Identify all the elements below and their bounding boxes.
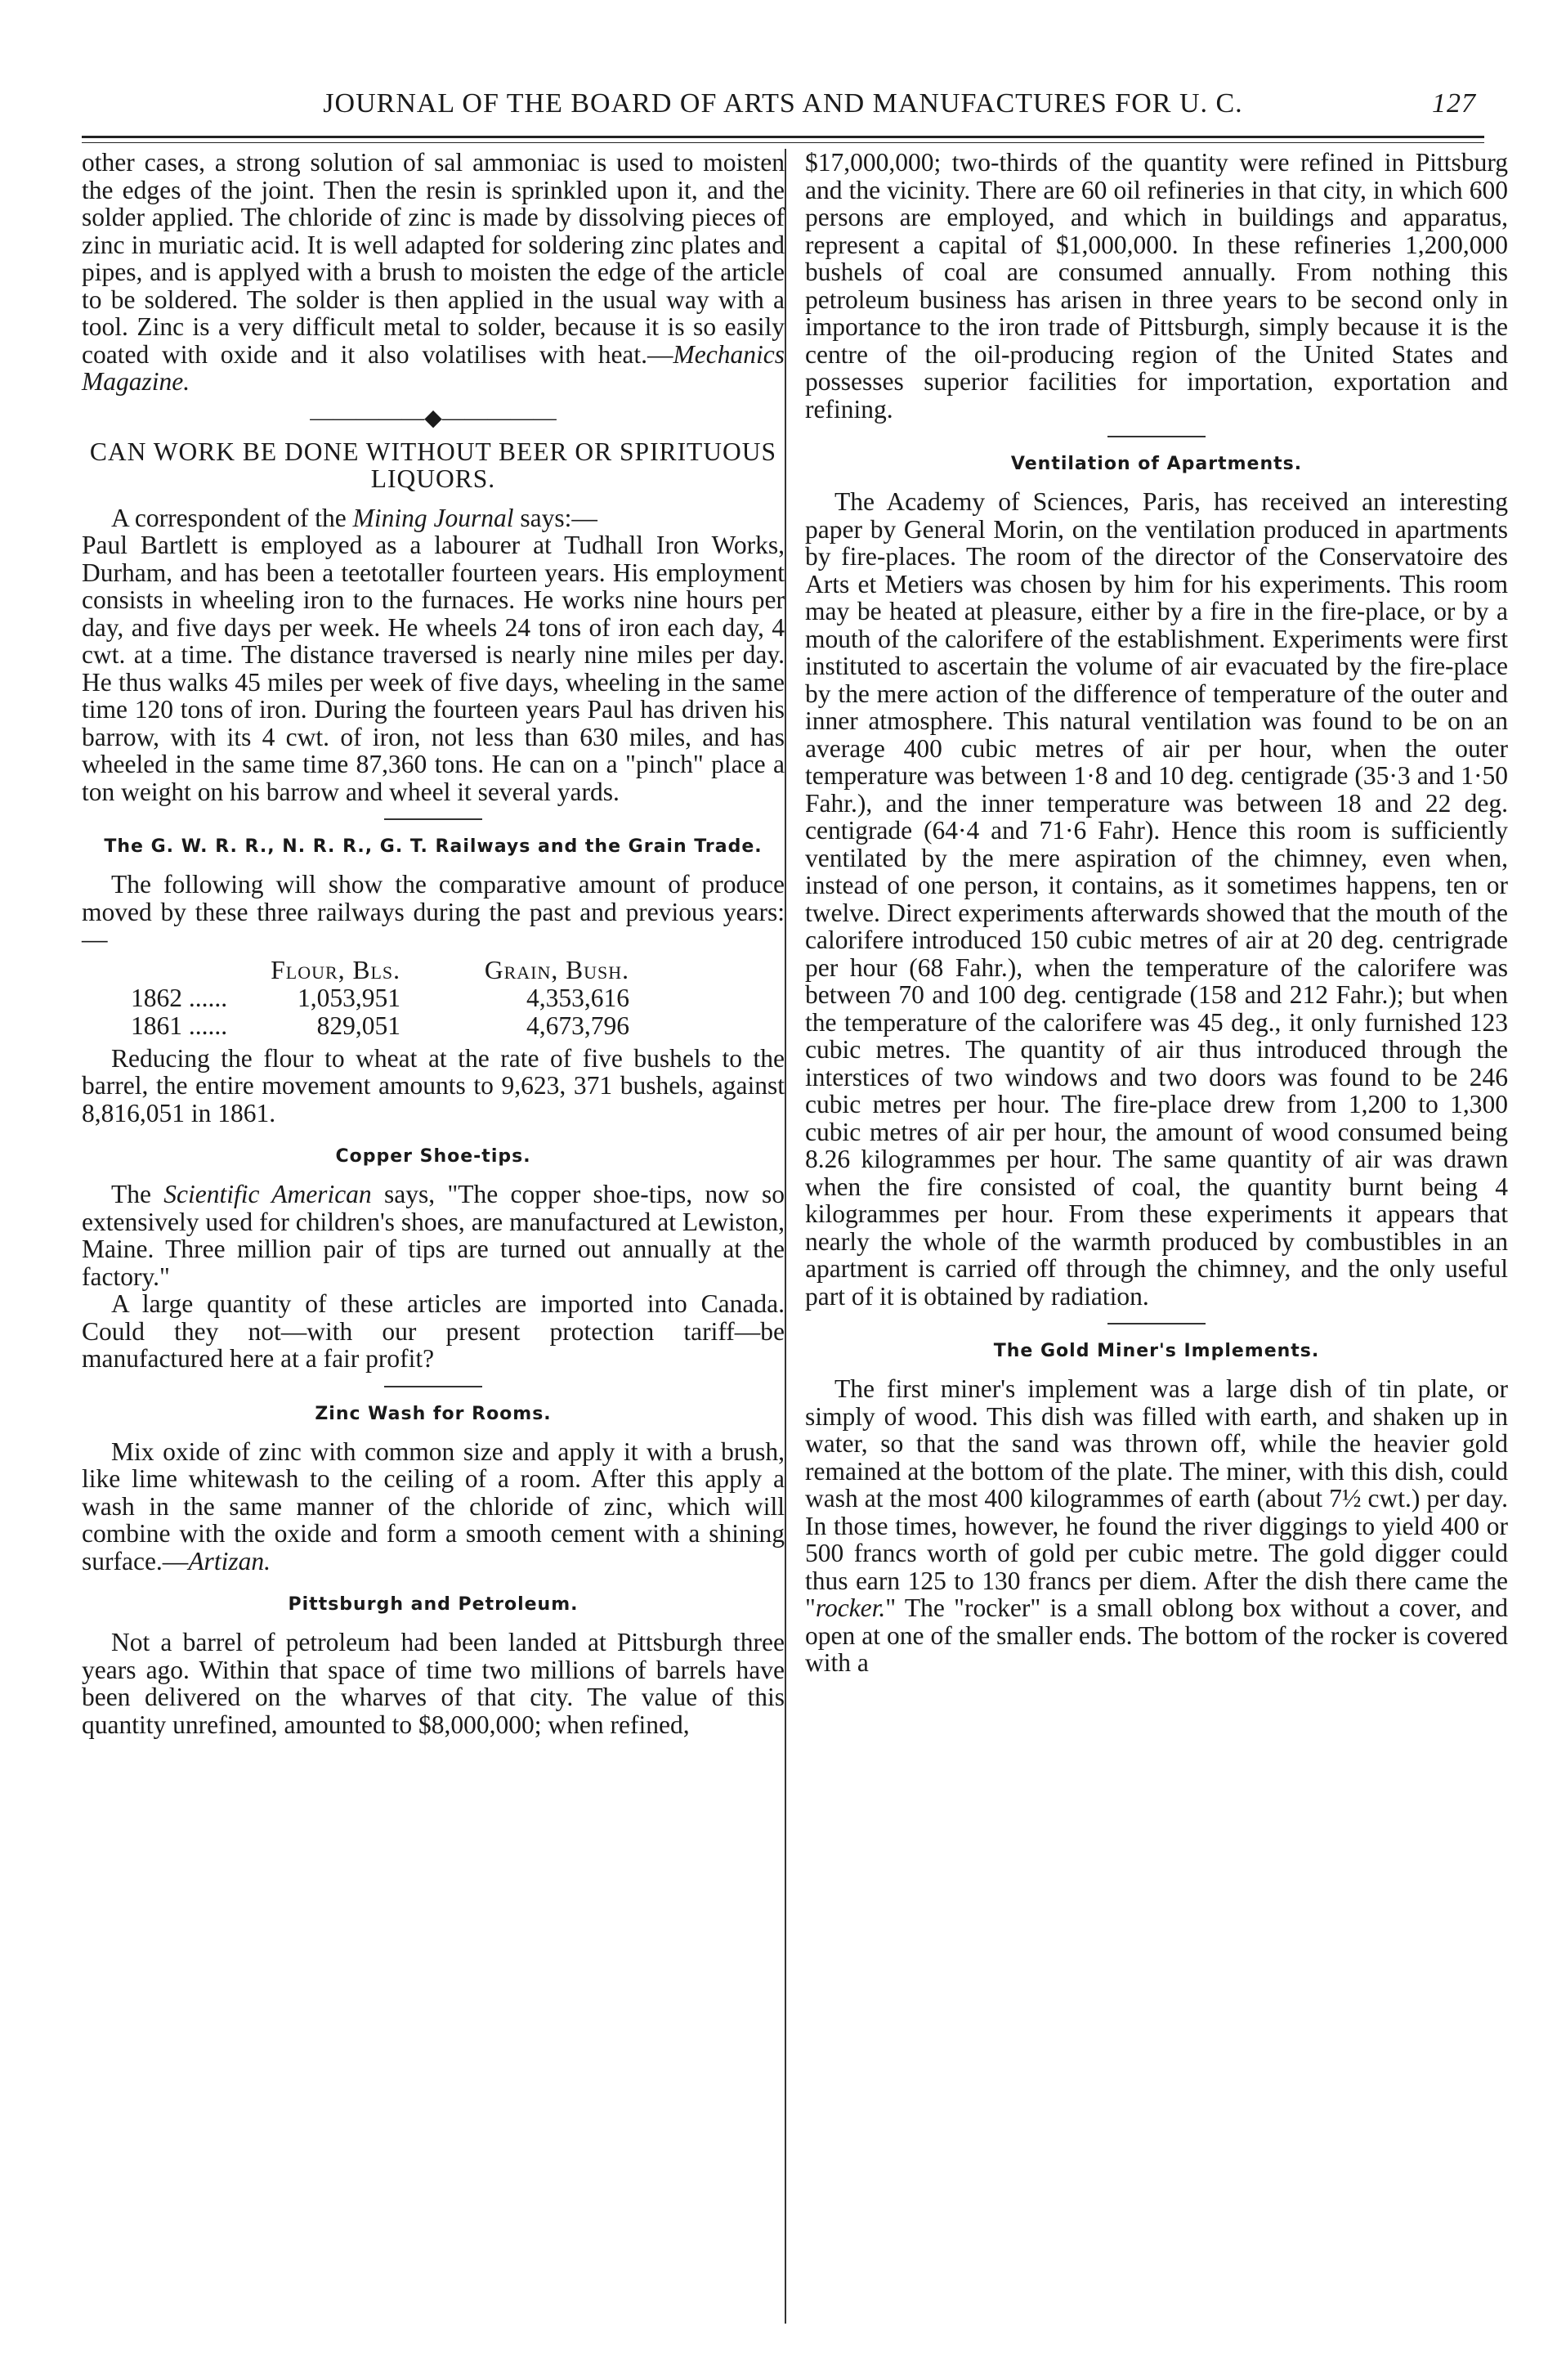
table-cell-grain: 4,673,796 <box>526 1011 629 1040</box>
zinc-heading: Zinc Wash for Rooms. <box>315 1403 552 1424</box>
solder-paragraph <box>82 149 785 396</box>
rail-paragraph: Reducing the flour to wheat at the rate of five bushels to the barrel, the entire movement amounts to 9,623, 371 bushels, against 8,816,051 in 1861. <box>82 1043 785 1127</box>
header-rule-thick <box>82 136 1484 138</box>
ventilation-paragraph: The Academy of Sciences, Paris, has received an interesting paper by General Morin, on the ventilation produced in apartments by fire-places. The room of the director of the Conservatoire des Arts et Metiers was chosen by him for his experiments. This room may be heated at pleasure, either by a fire in the fire-place, or by a mouth of the calorifere of the establishment. Experiments were first instituted to ascertain the volume of air evacuated by the fire-place by the mere action of the difference of temperature of the outer and inner atmosphere. This natural ventilation was found to be on an average 400 cubic metres of air per hour, when the outer temperature was between 1·8 and 10 deg. centigrade (35·3 and 1·50 Fahr.), and the inner temperature was between 18 and 22 deg. centigrade (64·4 and 71·6 Fahr). Hence this room is sufficiently ventilated by the mere aspiration of the chimney, even when, instead of one person, it contains, as it sometimes happens, ten or twelve. Direct experiments afterwards showed that the mouth of the calorifere introduced 150 cubic metres of air at 20 deg. centrigrade per hour (68 Fahr.), when the temperature of the calorifere was between 70 and 100 deg. centigrade (158 and 212 Fahr.); but when the temperature of the calorifere was 45 deg., it only furnished 123 cubic metres. The quantity of air thus introduced through the interstices of two windows and two doors was found to be 246 cubic metres per hour. The fire-place drew from 1,200 to 1,300 cubic metres of air per hour, the amount of wood consumed being 8.26 kilogrammes per hour. The same quantity of air was drawn when the fire consisted of coal, the quantity burnt being 4 kilogrammes per hour. From these experiments it appears that nearly the whole of the warmth produced by combustibles in an apartment is carried off through the chimney, and the only useful part of it is obtained by radiation. <box>805 487 1508 1311</box>
table-header-grain: Grain, Bush. <box>484 955 629 984</box>
table-header-flour: Flour, Bls. <box>271 955 400 984</box>
table-row <box>131 984 629 1012</box>
beer-paragraph: Paul Bartlett is employed as a labourer at Tudhall Iron Works, Durham, and has been a teetotaller fourteen years. His employment consists in wheeling iron to the furnaces. He works nine hours per day, and five days per week. He wheels 24 tons of iron each day, 4 cwt. at a time. The distance traversed is nearly nine miles per day. He thus walks 45 miles per week of five days, wheeling in the same time 120 tons of iron. During the fourteen years Paul has driven his barrow, with its 4 cwt. of iron, not less than 630 miles, and has wheeled in the same time 87,360 tons. He can on a "pinch" place a ton weight on his barrow and wheel it several yards. <box>82 531 785 806</box>
page-number: 127 <box>1432 88 1476 119</box>
column-divider <box>785 149 786 2324</box>
beer-intro <box>82 504 785 532</box>
section-rule <box>1107 1323 1206 1324</box>
copper-heading: Copper Shoe-tips. <box>335 1146 531 1167</box>
pittsburgh-paragraph: Not a barrel of petroleum had been landed at Pittsburgh three years ago. Within that space of time two millions of barrels have been delivered on the wharves of that city. The value of this quantity unrefined, amounted to $8,000,000; when refined, <box>82 1628 785 1739</box>
table-row <box>131 1012 629 1040</box>
gold-paragraph <box>805 1375 1508 1677</box>
copper-intro-a: The <box>111 1180 164 1208</box>
running-head <box>82 80 1484 129</box>
copper-paragraph-b: A large quantity of these articles are imported into Canada. Could they not—with our present protection tariff—be manufactured here at a fair profit? <box>82 1289 785 1373</box>
right-column <box>805 149 1508 1677</box>
gold-text-a: The first miner's implement was a large dish of tin plate, or simply of wood. This dish was filled with earth, and shaken up in water, so that the sand was thrown off, while the heavier gold remained at the bottom of the plate. The miner, with this dish, could wash at the most 400 kilogrammes of earth (about 7½ cwt.) per day. In those times, however, he found the river diggings to yield 400 or 500 francs worth of gold per cubic metre. The gold digger could thus earn 125 to 130 francs per diem. After the dish there came the " <box>805 1374 1508 1622</box>
pittsburgh-continued: $17,000,000; two-thirds of the quantity were refined in Pittsburg and the vicinity. There are 60 oil refineries in that city, in which 600 persons are employed, and which in buildings and apparatus, represent a capital of $1,000,000. In these refineries 1,200,000 bushels of coal are consumed annually. From nothing this petroleum business has arisen in three years to be second only in importance to the iron trade of Pittsburgh, simply because it is the centre of the oil-producing region of the United States and possesses superior facilities for importation, exportation and refining. <box>805 148 1508 424</box>
table-cell-year: 1862 ...... <box>131 983 228 1012</box>
solder-text: other cases, a strong solution of sal ammoniac is used to moisten the edges of the joint. Then the resin is sprinkled upon it, and the solder applied. The chloride of zinc is made by dissolving pieces of zinc in muriatic acid. It is well adapted for soldering zinc plates and pipes, and is applyed with a brush to moisten the edge of the article to be soldered. The solder is then applied in the usual way with a tool. Zinc is a very difficult metal to solder, because it is so easily coated with oxide and it also volatilises with heat.— <box>82 148 785 369</box>
table-cell-year: 1861 ...... <box>131 1011 228 1040</box>
gold-heading: The Gold Miner's Implements. <box>993 1341 1320 1361</box>
zinc-text: Mix oxide of zinc with common size and apply it with a brush, like lime whitewash to the ceiling of a room. After this apply a wash in the same manner of the chloride of zinc, which will combine with the oxide and form a smooth cement with a shining surface.— <box>82 1437 785 1575</box>
section-rule <box>384 1386 482 1387</box>
journal-title: JOURNAL OF THE BOARD OF ARTS AND MANUFACTURES FOR U. C. <box>323 88 1243 119</box>
table-cell-flour: 1,053,951 <box>298 983 400 1012</box>
rail-heading: The G. W. R. R., N. R. R., G. T. Railways and the Grain Trade. <box>104 836 763 857</box>
section-ornament: —————◆————— <box>310 405 557 431</box>
beer-intro-b: says:— <box>513 503 597 532</box>
section-rule <box>384 818 482 820</box>
table-cell-grain: 4,353,616 <box>526 983 629 1012</box>
gold-rocker: rocker. <box>815 1593 886 1622</box>
zinc-paragraph <box>82 1438 785 1575</box>
ventilation-heading: Ventilation of Apartments. <box>1010 454 1303 474</box>
section-rule <box>1107 436 1206 437</box>
solder-source: Mechanics Magazine. <box>82 339 785 396</box>
zinc-source: Artizan. <box>188 1546 271 1575</box>
rail-table <box>131 957 629 1040</box>
copper-intro-source: Scientific American <box>163 1180 372 1208</box>
beer-heading: CAN WORK BE DONE WITHOUT BEER OR SPIRITUOUS LIQUORS. <box>89 437 777 493</box>
gold-text-b: " The "rocker" is a small oblong box without a cover, and open at one of the smaller ends. The bottom of the rocker is covered with a <box>805 1593 1508 1677</box>
table-header-row <box>131 957 629 984</box>
beer-intro-a: A correspondent of the <box>111 503 353 532</box>
table-cell-flour: 829,051 <box>316 1011 400 1040</box>
copper-text-a: says, "The copper shoe-tips, now so extensively used for children's shoes, are manufactured at Lewiston, Maine. Three million pair of tips are turned out annually at the factory." <box>82 1180 785 1291</box>
copper-paragraph <box>82 1181 785 1290</box>
beer-intro-source: Mining Journal <box>352 503 514 532</box>
pittsburgh-heading: Pittsburgh and Petroleum. <box>288 1594 579 1615</box>
table-header-year <box>131 957 229 984</box>
header-rule-thin <box>82 142 1484 143</box>
left-column <box>82 149 785 1738</box>
rail-intro: The following will show the comparative amount of produce moved by these three railways during the past and previous years:— <box>82 870 785 953</box>
